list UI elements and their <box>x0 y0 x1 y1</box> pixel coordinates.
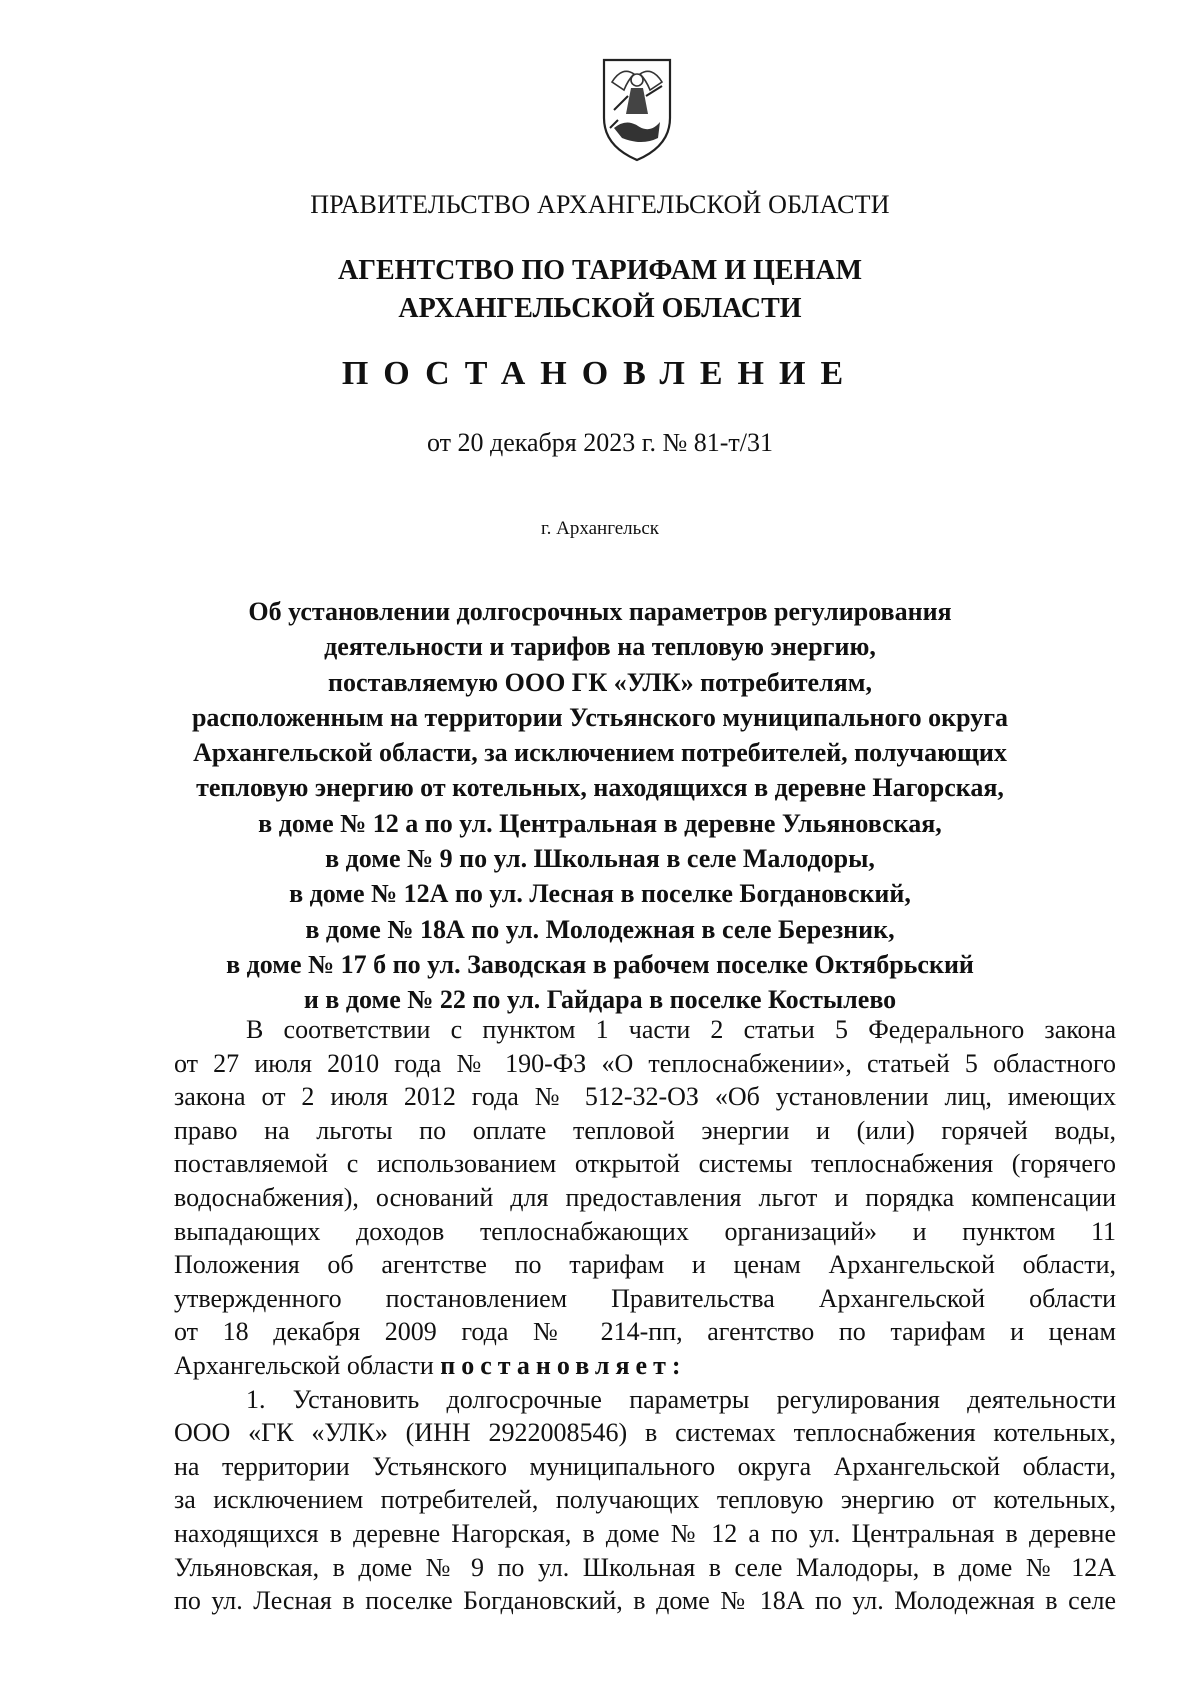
preamble-line: водоснабжения), оснований для предоставления льгот и порядка компенсации <box>174 1182 1116 1212</box>
item-1-line: на территории Устьянского муниципального округа Архангельской области, <box>174 1451 1116 1481</box>
preamble-paragraph <box>174 1013 1116 1383</box>
document-type-title: ПОСТАНОВЛЕНИЕ <box>341 355 859 392</box>
agency-name-line-1: АГЕНТСТВО ПО ТАРИФАМ И ЦЕНАМ <box>337 255 863 286</box>
resolves-word: постановляет <box>440 1350 672 1380</box>
resolves-colon: : <box>671 1350 681 1380</box>
item-1-line: находящихся в деревне Нагорская, в доме № 12 а по ул. Центральная в деревне <box>174 1518 1116 1548</box>
preamble-line: В соответствии с пунктом 1 части 2 статьи 5 Федерального закона <box>246 1015 1116 1044</box>
subject-line: Об установлении долгосрочных параметров регулирования <box>248 597 952 626</box>
government-name: ПРАВИТЕЛЬСТВО АРХАНГЕЛЬСКОЙ ОБЛАСТИ <box>310 190 890 219</box>
subject-line: и в доме № 22 по ул. Гайдара в поселке Костылево <box>303 985 897 1015</box>
agency-name <box>0 252 1200 328</box>
item-1-line: по ул. Лесная в поселке Богдановский, в доме № 18А по ул. Молодежная в селе <box>174 1586 1116 1616</box>
subject-line: в доме № 9 по ул. Школьная в селе Малодоры, <box>325 844 875 874</box>
preamble-line: от 18 декабря 2009 года № 214-пп, агентство по тарифам и ценам <box>174 1317 1116 1347</box>
arkhangelsk-coat-of-arms-icon <box>598 56 676 164</box>
item-1-line: ООО «ГК «УЛК» (ИНН 2922008546) в системах теплоснабжения котельных, <box>174 1418 1116 1448</box>
subject-line: поставляемую ООО ГК «УЛК» потребителям, <box>328 667 872 697</box>
subject-line: деятельности и тарифов на тепловую энергию, <box>324 632 876 662</box>
preamble-line: закона от 2 июля 2012 года № 512-32-ОЗ «Об установлении лиц, имеющих <box>174 1082 1116 1112</box>
subject-title <box>0 594 1200 1018</box>
subject-line: в доме № 12А по ул. Лесная в поселке Богдановский, <box>289 879 911 909</box>
preamble-line: выпадающих доходов теплоснабжающих организаций» и пунктом 11 <box>174 1216 1116 1246</box>
subject-line: в доме № 18А по ул. Молодежная в селе Березник, <box>305 914 895 944</box>
preamble-last-line <box>174 1349 1116 1383</box>
preamble-line: от 27 июля 2010 года № 190-ФЗ «О теплоснабжении», статьей 5 областного <box>174 1048 1116 1078</box>
item-1-paragraph <box>174 1383 1116 1618</box>
preamble-line: утвержденного постановлением Правительства Архангельской области <box>174 1283 1116 1313</box>
item-1-line: 1. Установить долгосрочные параметры регулирования деятельности <box>246 1384 1116 1414</box>
subject-line: Архангельской области, за исключением потребителей, получающих <box>193 738 1007 768</box>
preamble-last-text: Архангельской области <box>174 1350 434 1380</box>
preamble-line: Положения об агентстве по тарифам и ценам Архангельской области, <box>174 1250 1116 1280</box>
preamble-line: поставляемой с использованием открытой системы теплоснабжения (горячего <box>174 1149 1116 1179</box>
preamble-line: право на льготы по оплате тепловой энергии и (или) горячей воды, <box>174 1115 1116 1145</box>
agency-name-line-2: АРХАНГЕЛЬСКОЙ ОБЛАСТИ <box>398 293 802 324</box>
subject-line: расположенным на территории Устьянского муниципального округа <box>191 702 1009 732</box>
subject-line: в доме № 12 а по ул. Центральная в деревне Ульяновская, <box>258 808 942 838</box>
city-name: г. Архангельск <box>540 518 659 539</box>
date-and-number: от 20 декабря 2023 г. № 81-т/31 <box>426 428 774 457</box>
subject-line: тепловую энергию от котельных, находящихся в деревне Нагорская, <box>196 773 1004 803</box>
document-body <box>174 1013 1116 1618</box>
item-1-line: Ульяновская, в доме № 9 по ул. Школьная в селе Малодоры, в доме № 12А <box>174 1552 1116 1582</box>
item-1-line: за исключением потребителей, получающих тепловую энергию от котельных, <box>174 1485 1116 1515</box>
subject-line: в доме № 17 б по ул. Заводская в рабочем поселке Октябрьский <box>226 949 974 979</box>
